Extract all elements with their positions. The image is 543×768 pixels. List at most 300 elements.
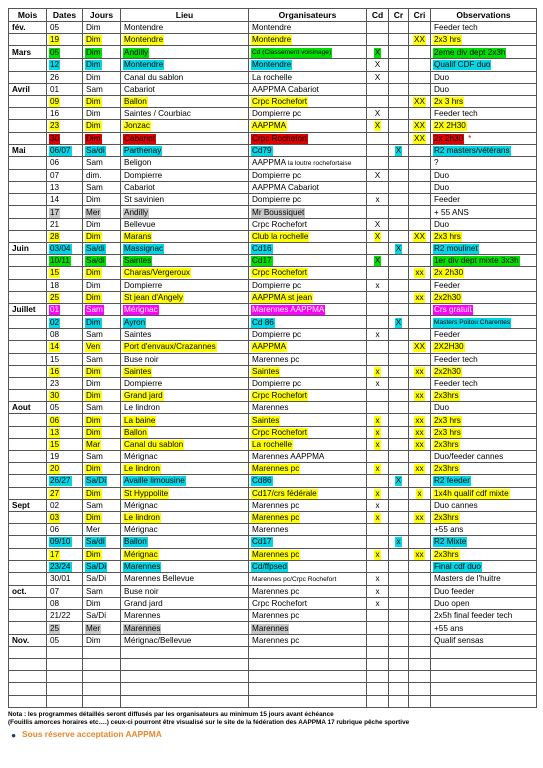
cell-cri — [409, 695, 431, 707]
cell-day — [83, 303, 121, 315]
cell-lieu — [121, 572, 249, 585]
lieu-text: Massignac — [124, 244, 164, 254]
obs-text: R2 feeder — [434, 476, 470, 486]
lieu-text: Marans — [124, 231, 152, 241]
org-text: La rochelle — [252, 72, 293, 82]
table-row — [9, 659, 537, 671]
org-text: Dompierre pc — [252, 280, 302, 290]
table-row — [9, 194, 537, 206]
cell-obs — [431, 108, 537, 120]
cell-lieu — [121, 511, 249, 523]
cell-lieu — [121, 487, 249, 499]
cd-text: x — [375, 195, 380, 205]
org-text: AAPPMA st jean — [252, 292, 313, 302]
cell-cr — [389, 59, 409, 71]
header-row — [9, 9, 537, 22]
cell-cd — [367, 46, 389, 59]
cell-cri — [409, 132, 431, 144]
cell-cr — [389, 83, 409, 95]
cell-org — [249, 316, 367, 329]
obs-extra-mark: * — [468, 133, 472, 143]
obs-text: Qualif CDF duo — [434, 60, 491, 70]
cell-day — [83, 71, 121, 83]
cell-cri — [409, 646, 431, 658]
obs-text: Feeder — [434, 280, 460, 290]
lieu-text: Saintes — [124, 366, 152, 376]
date-text: 02 — [50, 500, 60, 510]
cell-cr — [389, 487, 409, 499]
cell-lieu — [121, 451, 249, 463]
cell-cr — [389, 671, 409, 683]
table-row — [9, 426, 537, 438]
table-row — [9, 206, 537, 218]
cell-lieu — [121, 610, 249, 622]
cd-text: x — [375, 378, 380, 388]
cell-cri — [409, 59, 431, 71]
cell-lieu — [121, 634, 249, 646]
cell-cd — [367, 572, 389, 585]
month-text: Nov. — [12, 635, 30, 645]
lieu-text: Mérignac/Bellevue — [124, 635, 192, 645]
cell-org — [249, 402, 367, 414]
obs-text: Duo open — [434, 599, 470, 609]
cell-day — [83, 182, 121, 194]
cell-day — [83, 230, 121, 242]
cell-cri — [409, 279, 431, 291]
month-text: Juillet — [12, 305, 36, 315]
org-text: Marennes pc — [252, 635, 300, 645]
date-text: 15 — [50, 439, 60, 449]
cell-month — [9, 206, 47, 218]
cell-cri — [409, 206, 431, 218]
cell-month — [9, 230, 47, 242]
cr-text: X — [395, 244, 402, 254]
month-text: oct. — [12, 586, 27, 596]
obs-text: Feeder tech — [434, 109, 478, 119]
lieu-text: Montendre — [124, 23, 164, 33]
cell-org — [249, 598, 367, 610]
table-row — [9, 83, 537, 95]
table-row — [9, 560, 537, 572]
table-row — [9, 95, 537, 107]
cell-date — [47, 59, 83, 71]
cell-month — [9, 585, 47, 597]
cell-day — [83, 438, 121, 450]
cell-org — [249, 536, 367, 548]
table-row — [9, 622, 537, 634]
lieu-text: Marennes Bellevue — [124, 574, 195, 584]
lieu-text: Ayron — [124, 317, 146, 327]
cell-lieu — [121, 144, 249, 156]
cell-day — [83, 572, 121, 585]
cell-day — [83, 560, 121, 572]
day-text: Sam — [86, 452, 103, 462]
lieu-text: Dompierre — [124, 280, 163, 290]
cell-obs — [431, 303, 537, 315]
obs-text: 2X 2H30 — [434, 121, 466, 131]
cell-obs — [431, 646, 537, 658]
obs-text: Duo — [434, 183, 450, 193]
day-text: Mar — [86, 439, 101, 449]
lieu-text: Parthenay — [124, 145, 162, 155]
cell-cri — [409, 303, 431, 315]
cell-cr — [389, 46, 409, 59]
cell-cri — [409, 71, 431, 83]
cell-cri — [409, 169, 431, 181]
cell-org — [249, 414, 367, 426]
lieu-text: Saintes — [124, 330, 152, 340]
cell-lieu — [121, 255, 249, 267]
org-text: Saintes — [252, 366, 280, 376]
date-text: 03/04 — [50, 244, 71, 254]
cd-text: x — [375, 439, 380, 449]
cell-obs — [431, 34, 537, 46]
cell-cr — [389, 634, 409, 646]
cell-cri — [409, 536, 431, 548]
table-row — [9, 22, 537, 34]
table-row — [9, 390, 537, 402]
cell-org — [249, 548, 367, 560]
cell-cri — [409, 243, 431, 255]
table-row — [9, 353, 537, 365]
footnote-line-1: Nota : les programmes détaillés seront diffusés par les organisateurs au minimum 15 jours avant échéance — [8, 710, 334, 718]
cell-lieu — [121, 194, 249, 206]
cell-day — [83, 329, 121, 341]
lieu-text: Le lindron — [124, 513, 160, 523]
cell-obs — [431, 243, 537, 255]
header-lieu: Lieu — [121, 9, 249, 22]
header-cri: Cri — [409, 9, 431, 22]
cd-text: x — [375, 500, 380, 510]
cell-obs — [431, 267, 537, 279]
cell-cri — [409, 659, 431, 671]
cell-lieu — [121, 524, 249, 536]
cell-obs — [431, 511, 537, 523]
cell-org — [249, 46, 367, 59]
day-text: Sa/di — [86, 537, 105, 547]
cell-lieu — [121, 377, 249, 389]
cell-month — [9, 499, 47, 511]
org-text: Dompierre pc — [252, 378, 302, 388]
cell-cri — [409, 83, 431, 95]
cell-date — [47, 524, 83, 536]
cell-cd — [367, 610, 389, 622]
cell-lieu — [121, 414, 249, 426]
cell-cd — [367, 59, 389, 71]
cd-text: X — [374, 170, 381, 180]
cell-obs — [431, 402, 537, 414]
cri-text: xx — [415, 268, 424, 278]
cri-text: xx — [415, 366, 424, 376]
cell-day — [83, 598, 121, 610]
cell-lieu — [121, 22, 249, 34]
date-text: 08 — [50, 599, 60, 609]
cell-cr — [389, 390, 409, 402]
cell-cr — [389, 659, 409, 671]
date-text: 05 — [50, 403, 60, 413]
obs-text: Final cdf duo — [434, 561, 481, 571]
cell-day — [83, 341, 121, 353]
cell-day — [83, 451, 121, 463]
cell-org — [249, 683, 367, 695]
lieu-text: Marennes — [124, 623, 161, 633]
cell-obs — [431, 463, 537, 475]
obs-text: Feeder — [434, 195, 460, 205]
obs-text: 2x 3 hrs — [434, 97, 464, 107]
cell-obs — [431, 683, 537, 695]
cell-org — [249, 390, 367, 402]
obs-text: +55 ans — [434, 525, 464, 535]
cell-month — [9, 169, 47, 181]
cell-cri — [409, 548, 431, 560]
cell-lieu — [121, 438, 249, 450]
cell-org — [249, 267, 367, 279]
cell-org — [249, 108, 367, 120]
day-text: Dim — [86, 109, 101, 119]
cell-day — [83, 524, 121, 536]
cell-month — [9, 377, 47, 389]
day-text: Sam — [86, 183, 103, 193]
month-text: fév. — [12, 23, 26, 33]
cell-cri — [409, 377, 431, 389]
date-text: 05 — [50, 47, 60, 57]
cell-cr — [389, 610, 409, 622]
lieu-text: St savinien — [124, 195, 165, 205]
day-text: Mer — [86, 525, 101, 535]
cell-obs — [431, 659, 537, 671]
day-text: Dim — [86, 219, 101, 229]
obs-text: 2x3 hrs — [434, 231, 461, 241]
day-text: Sa/Di — [86, 574, 107, 584]
cell-day — [83, 377, 121, 389]
cell-month — [9, 255, 47, 267]
cell-org — [249, 511, 367, 523]
cell-org — [249, 610, 367, 622]
cd-text: x — [375, 415, 380, 425]
cell-month — [9, 646, 47, 658]
org-text: Crpc Rochefort — [252, 219, 308, 229]
cell-date — [47, 291, 83, 303]
cell-org — [249, 438, 367, 450]
org-text: Dompierre pc — [252, 195, 302, 205]
date-text: 27 — [50, 488, 60, 498]
cell-org — [249, 59, 367, 71]
cell-cd — [367, 71, 389, 83]
table-row — [9, 499, 537, 511]
cell-lieu — [121, 182, 249, 194]
cell-cr — [389, 463, 409, 475]
cell-cri — [409, 329, 431, 341]
cell-date — [47, 279, 83, 291]
header-jours: Jours — [83, 9, 121, 22]
cell-lieu — [121, 560, 249, 572]
day-text: Sam — [86, 403, 103, 413]
table-row — [9, 329, 537, 341]
cell-obs — [431, 598, 537, 610]
cell-date — [47, 426, 83, 438]
table-row — [9, 255, 537, 267]
cell-day — [83, 156, 121, 169]
cell-lieu — [121, 402, 249, 414]
cri-text: xx — [415, 439, 424, 449]
cell-cd — [367, 487, 389, 499]
lieu-text: St jean d'Angely — [124, 292, 183, 302]
date-text: 13 — [50, 183, 60, 193]
day-text: Dim — [86, 47, 101, 57]
cell-day — [83, 108, 121, 120]
cell-day — [83, 95, 121, 107]
cell-org — [249, 230, 367, 242]
header-cr: Cr — [389, 9, 409, 22]
cell-cd — [367, 255, 389, 267]
date-text: 23 — [50, 378, 60, 388]
cell-cd — [367, 34, 389, 46]
cell-cr — [389, 255, 409, 267]
cell-cd — [367, 329, 389, 341]
cell-month — [9, 475, 47, 487]
day-text: Dim — [86, 488, 101, 498]
cell-cd — [367, 194, 389, 206]
cell-day — [83, 463, 121, 475]
cell-cr — [389, 22, 409, 34]
cell-obs — [431, 572, 537, 585]
day-text: Dim — [86, 427, 101, 437]
cell-org — [249, 475, 367, 487]
day-text: Mer — [86, 207, 101, 217]
cell-org — [249, 120, 367, 132]
cell-day — [83, 83, 121, 95]
cell-date — [47, 414, 83, 426]
cell-cd — [367, 230, 389, 242]
cell-cri — [409, 156, 431, 169]
cell-org — [249, 695, 367, 707]
cell-cri — [409, 598, 431, 610]
cell-lieu — [121, 329, 249, 341]
cell-day — [83, 548, 121, 560]
cell-date — [47, 132, 83, 144]
cell-cd — [367, 585, 389, 597]
obs-text: 2x3hrs — [434, 513, 459, 523]
cell-cd — [367, 524, 389, 536]
table-row — [9, 451, 537, 463]
obs-text: 2x3hrs — [434, 549, 459, 559]
cell-cr — [389, 377, 409, 389]
obs-text: 2x3hrs — [434, 464, 459, 474]
day-text: Dim — [86, 317, 101, 327]
cell-month — [9, 610, 47, 622]
cell-org — [249, 291, 367, 303]
cell-cd — [367, 511, 389, 523]
cri-text: x — [417, 488, 422, 498]
cr-text: x — [396, 537, 401, 547]
cell-cri — [409, 463, 431, 475]
day-text: Dim — [86, 72, 101, 82]
org-text: Cd86 — [252, 476, 272, 486]
cri-text: XX — [414, 342, 425, 352]
cell-cri — [409, 316, 431, 329]
cell-date — [47, 365, 83, 377]
cd-text: x — [375, 549, 380, 559]
cell-obs — [431, 83, 537, 95]
org-text: Crpc Rochefort — [252, 599, 308, 609]
table-row — [9, 572, 537, 585]
org-text: Marennes pc — [252, 549, 300, 559]
date-text: 30 — [50, 391, 60, 401]
cell-cd — [367, 182, 389, 194]
table-row — [9, 341, 537, 353]
cell-cd — [367, 83, 389, 95]
day-text: Sam — [86, 305, 103, 315]
cell-month — [9, 95, 47, 107]
cell-cr — [389, 536, 409, 548]
day-text: Dim — [86, 35, 101, 45]
table-row — [9, 156, 537, 169]
cell-lieu — [121, 243, 249, 255]
obs-text: 2x3hrs — [434, 439, 459, 449]
cell-cr — [389, 230, 409, 242]
day-text: Dim — [86, 464, 101, 474]
cell-org — [249, 646, 367, 658]
cell-date — [47, 108, 83, 120]
date-text: 07 — [50, 170, 60, 180]
obs-text: Duo feeder — [434, 586, 475, 596]
org-text: Club la rochelle — [252, 231, 309, 241]
day-text: Sa/Di — [86, 611, 107, 621]
cell-date — [47, 511, 83, 523]
reserve-note — [8, 729, 536, 739]
cell-cd — [367, 279, 389, 291]
day-text: Dim — [86, 268, 101, 278]
cell-month — [9, 34, 47, 46]
cell-org — [249, 132, 367, 144]
obs-text: Duo — [434, 72, 450, 82]
cell-cri — [409, 487, 431, 499]
cell-cd — [367, 463, 389, 475]
cell-cd — [367, 695, 389, 707]
org-text: Saintes — [252, 415, 280, 425]
cell-day — [83, 218, 121, 230]
day-text: Dim — [86, 635, 101, 645]
cell-cd — [367, 451, 389, 463]
cell-cri — [409, 194, 431, 206]
lieu-text: Cabariot — [124, 133, 155, 143]
lieu-text: Bellevue — [124, 219, 156, 229]
cell-obs — [431, 353, 537, 365]
cell-org — [249, 659, 367, 671]
cr-text: X — [395, 317, 402, 327]
cell-cr — [389, 108, 409, 120]
cell-cd — [367, 560, 389, 572]
cell-cd — [367, 598, 389, 610]
cri-text: XX — [414, 231, 425, 241]
cell-date — [47, 83, 83, 95]
cell-lieu — [121, 536, 249, 548]
org-text: Crpc Rochefort — [252, 391, 308, 401]
cell-org — [249, 560, 367, 572]
date-text: 08 — [50, 330, 60, 340]
cell-date — [47, 329, 83, 341]
obs-text: 2x 2h30 — [434, 133, 464, 143]
table-row — [9, 108, 537, 120]
table-row — [9, 182, 537, 194]
cell-month — [9, 132, 47, 144]
obs-text: R2 moulinet — [434, 244, 478, 254]
day-text: Dim — [86, 599, 101, 609]
cell-obs — [431, 120, 537, 132]
cri-text: xx — [415, 292, 424, 302]
cri-text: XX — [414, 133, 425, 143]
cell-org — [249, 22, 367, 34]
